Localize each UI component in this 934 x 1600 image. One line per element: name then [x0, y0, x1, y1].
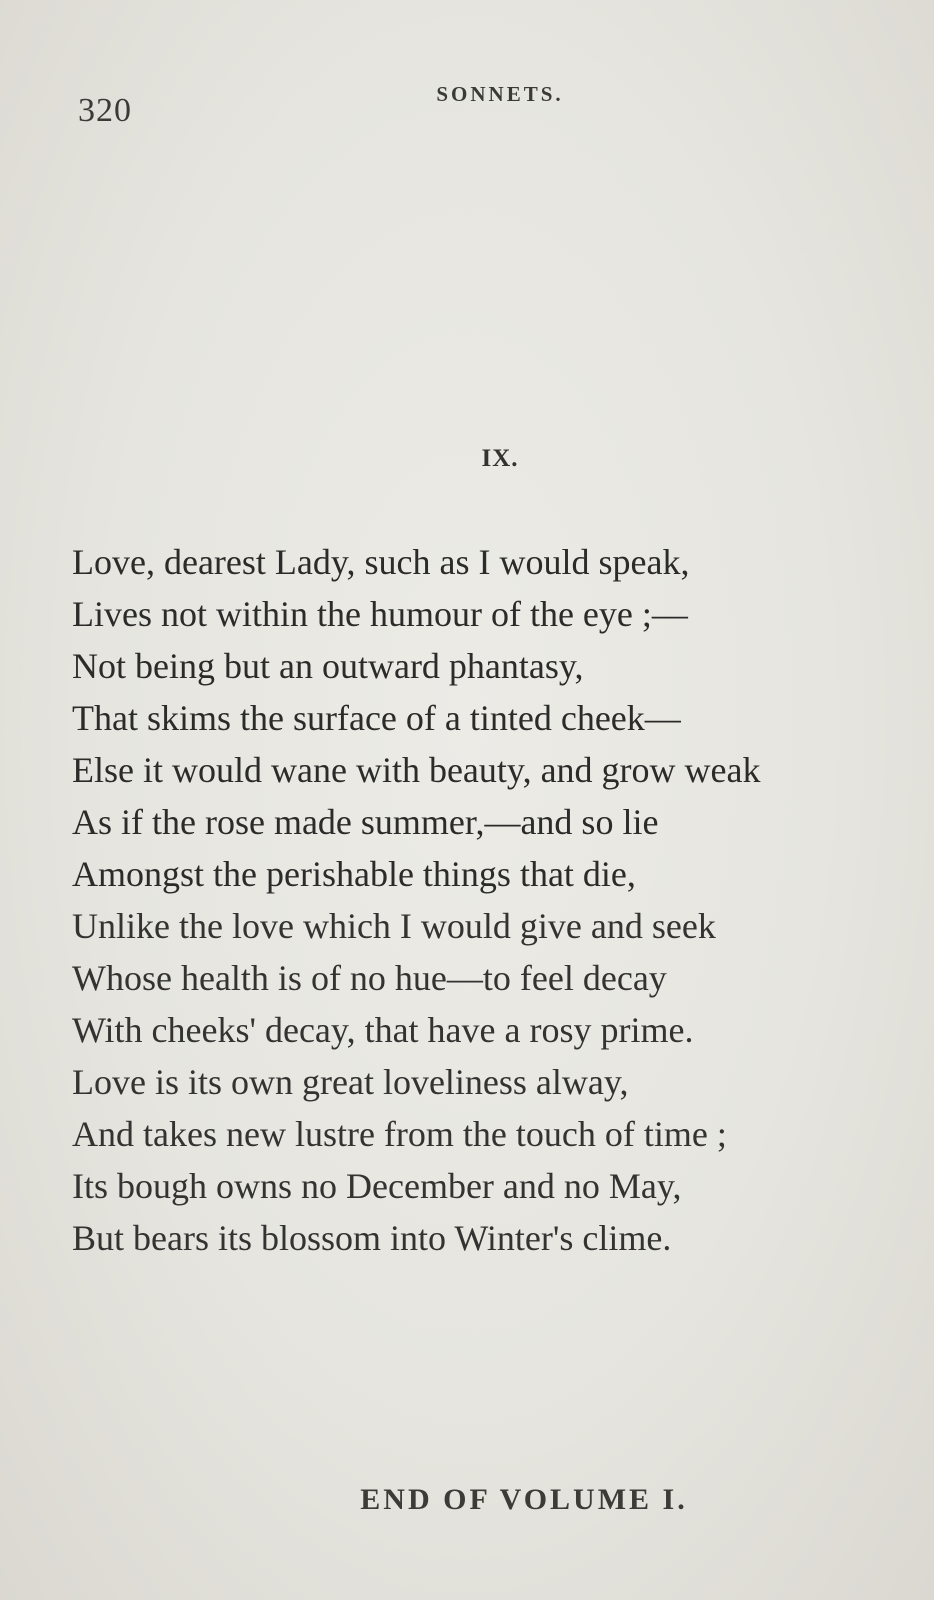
poem-line: With cheeks' decay, that have a rosy prime.	[72, 1010, 694, 1050]
page-number: 320	[78, 92, 132, 129]
running-title: SONNETS.	[436, 82, 564, 106]
poem-line: Unlike the love which I would give and seek	[72, 906, 716, 946]
poem-line: And takes new lustre from the touch of time ;	[72, 1114, 727, 1154]
end-of-volume: END OF VOLUME I.	[360, 1483, 688, 1516]
poem-line: As if the rose made summer,—and so lie	[72, 802, 659, 842]
poem-line: Whose health is of no hue—to feel decay	[72, 958, 667, 998]
poem-body	[72, 536, 934, 1264]
poem-line: Amongst the perishable things that die,	[72, 854, 636, 894]
poem-line: That skims the surface of a tinted cheek—	[72, 698, 681, 738]
poem-line: Lives not within the humour of the eye ;—	[72, 594, 688, 634]
poem-line: Love, dearest Lady, such as I would speak,	[72, 542, 690, 582]
poem-line: Not being but an outward phantasy,	[72, 646, 584, 686]
poem-line: Else it would wane with beauty, and grow weak	[72, 750, 761, 790]
poem-line: Its bough owns no December and no May,	[72, 1166, 682, 1206]
poem-line: Love is its own great loveliness alway,	[72, 1062, 629, 1102]
poem-line: But bears its blossom into Winter's clime.	[72, 1218, 672, 1258]
sonnet-number: IX.	[481, 445, 519, 472]
